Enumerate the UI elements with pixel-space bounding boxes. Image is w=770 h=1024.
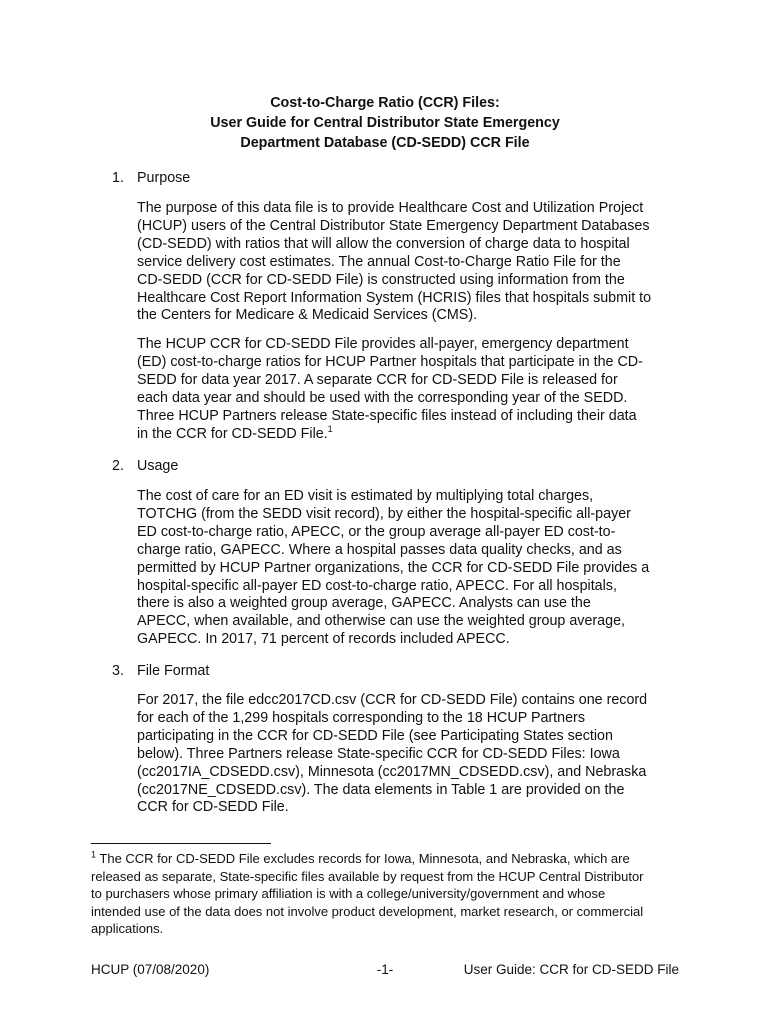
text-line: GAPECC. In 2017, 71 percent of records included APECC. (137, 631, 510, 648)
section-title: Usage (137, 458, 179, 474)
footnote-divider (91, 843, 271, 844)
page-number-text: -1- (376, 962, 394, 977)
text-line: The purpose of this data file is to provide Healthcare Cost and Utilization Project (137, 200, 644, 216)
footnote-line: intended use of the data does not involve product development, market research, or commercial (91, 903, 644, 919)
text-line: SEDD for data year 2017. A separate CCR for CD-SEDD File is released for (137, 371, 618, 388)
footnote (91, 850, 691, 938)
text-line: for each of the 1,299 hospitals corresponding to the 18 HCUP Partners (137, 709, 585, 726)
paragraph (137, 200, 697, 325)
footer-right: User Guide: CCR for CD-SEDD File (463, 962, 679, 977)
text-line: permitted by HCUP Partner organizations, the CCR for CD-SEDD File provides a (137, 559, 650, 576)
text-line: CD-SEDD (CCR for CD-SEDD File) is constructed using information from the (137, 271, 625, 288)
text-line: The HCUP CCR for CD-SEDD File provides all-payer, emergency department (137, 336, 629, 352)
footnote-line (91, 850, 691, 868)
text-line: participating in the CCR for CD-SEDD File (see Participating States section (137, 727, 613, 744)
text-line: below). Three Partners release State-specific CCR for CD-SEDD Files: Iowa (137, 745, 620, 762)
text-line: APECC, when available, and otherwise can use the weighted group average, (137, 613, 625, 630)
text-line: service delivery cost estimates. The annual Cost-to-Charge Ratio File for the (137, 253, 621, 270)
text-line: TOTCHG (from the SEDD visit record), by either the hospital-specific all-payer (137, 505, 631, 522)
title-line-1: Cost-to-Charge Ratio (CCR) Files: (270, 95, 500, 111)
section-number: 2. (112, 458, 124, 474)
footnote-line: to purchasers whose primary affiliation is with a college/university/government and whose (91, 886, 606, 902)
text-line: the Centers for Medicare & Medicaid Services (CMS). (137, 307, 478, 324)
section-title: Purpose (137, 170, 191, 186)
section-title: File Format (137, 663, 210, 679)
footnote-line: applications. (91, 921, 164, 937)
footnote-line-content: The CCR for CD-SEDD File excludes records for Iowa, Minnesota, and Nebraska, which are (96, 851, 630, 866)
text-line: each data year and should be used with the corresponding year of the SEDD. (137, 389, 628, 406)
text-line: (ED) cost-to-charge ratios for HCUP Partner hospitals that participate in the CD- (137, 353, 643, 370)
text-line: (HCUP) users of the Central Distributor State Emergency Department Databases (137, 217, 650, 234)
footer-left: HCUP (07/08/2020) (91, 962, 210, 977)
section-heading-purpose (112, 169, 190, 187)
text-line: (cc2017NE_CDSEDD.csv). The data elements in Table 1 are provided on the (137, 781, 625, 798)
footnote-line: released as separate, State-specific files available by request from the HCUP Central Distributor (91, 868, 644, 884)
section-number: 1. (112, 170, 124, 186)
text-line: Three HCUP Partners release State-specific files instead of including their data (137, 407, 637, 424)
text-line: charge ratio, GAPECC. Where a hospital passes data quality checks, and as (137, 541, 622, 558)
text-line (137, 423, 697, 444)
paragraph (137, 336, 697, 443)
text-line: For 2017, the file edcc2017CD.csv (CCR for CD-SEDD File) contains one record (137, 692, 648, 708)
paragraph (137, 692, 697, 817)
text-line: The cost of care for an ED visit is estimated by multiplying total charges, (137, 488, 594, 504)
text-line: hospital-specific all-payer ED cost-to-charge ratio, APECC. For all hospitals, (137, 577, 617, 594)
document-title (0, 93, 770, 153)
section-number: 3. (112, 663, 124, 679)
section-heading-usage (112, 457, 178, 475)
section-heading-file-format (112, 662, 209, 680)
text-line: ED cost-to-charge ratio, APECC, or the group average all-payer ED cost-to- (137, 523, 616, 540)
text-line: CCR for CD-SEDD File. (137, 799, 289, 816)
text-line: there is also a weighted group average, GAPECC. Analysts can use the (137, 595, 591, 612)
footnote-reference: 1 (327, 423, 333, 434)
paragraph (137, 488, 697, 649)
text-line: Healthcare Cost Report Information System (HCRIS) files that hospitals submit to (137, 289, 652, 306)
title-line-2: User Guide for Central Distributor State Emergency (210, 115, 560, 131)
text-line-content: in the CCR for CD-SEDD File. (137, 425, 328, 442)
title-line-3: Department Database (CD-SEDD) CCR File (240, 135, 530, 151)
text-line: (cc2017IA_CDSEDD.csv), Minnesota (cc2017MN_CDSEDD.csv), and Nebraska (137, 763, 647, 780)
text-line: (CD-SEDD) with ratios that will allow the conversion of charge data to hospital (137, 235, 630, 252)
footnote-marker: 1 (91, 849, 97, 860)
